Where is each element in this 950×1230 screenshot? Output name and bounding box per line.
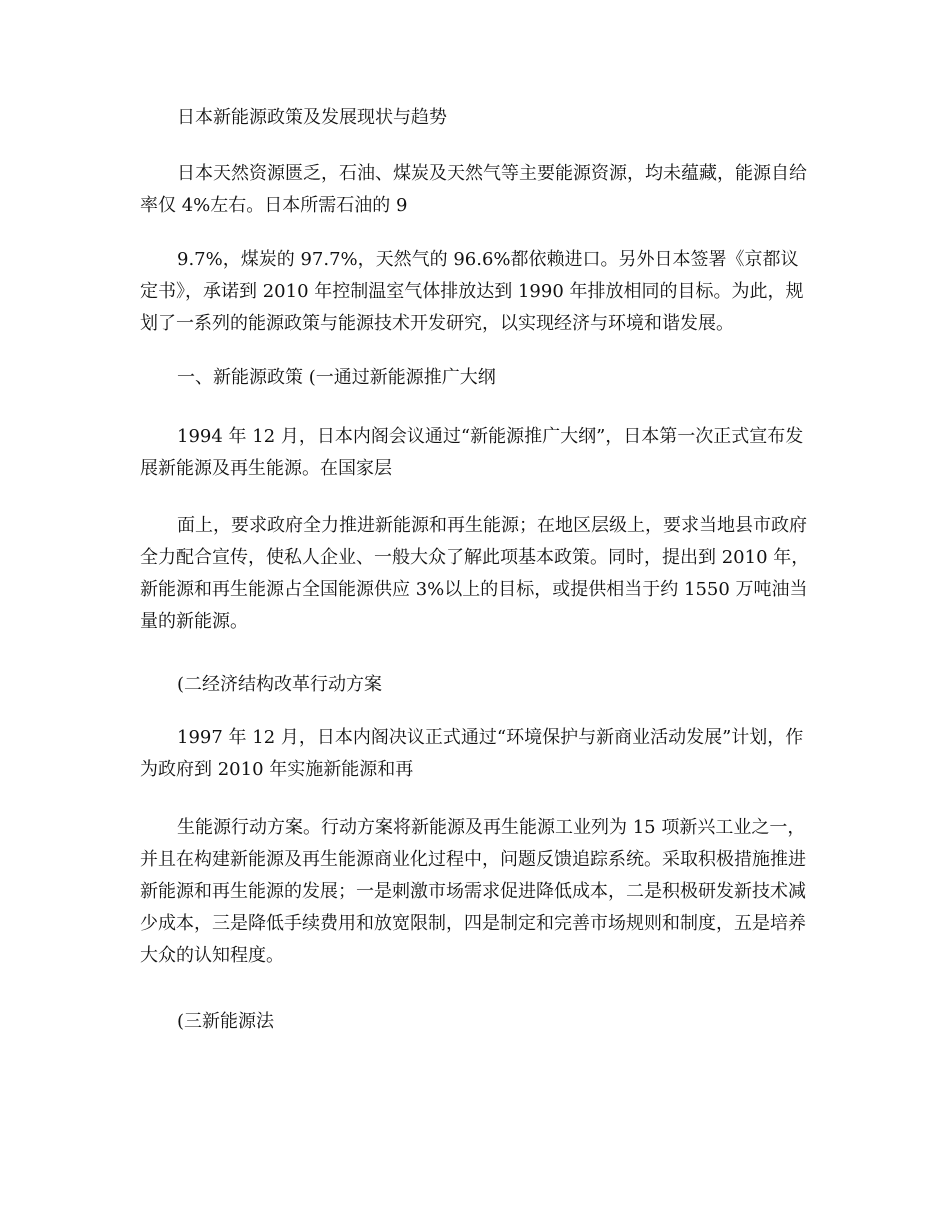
paragraph-4: 面上，要求政府全力推进新能源和再生能源；在地区层级上，要求当地县市政府全力配合宣传，使私人企业、一般大众了解此项基本政策。同时，提出到 2010 年，新能源和再生能源占全国能源供应 3%以上的目标，或提供相当于约 1550 万吨油当量的新能源。: [140, 515, 810, 632]
section-heading-3: (三新能源法: [177, 1011, 275, 1032]
document-title: 日本新能源政策及发展现状与趋势: [177, 107, 447, 128]
paragraph-6: 生能源行动方案。行动方案将新能源及再生能源工业列为 15 项新兴工业之一，并且在构建新能源及再生能源商业化过程中，问题反馈追踪系统。采取积极措施推进新能源和再生能源的发展；一是刺激市场需求促进降低成本，二是积极研发新技术减少成本，三是降低手续费用和放宽限制，四是制定和完善市场规则和制度，五是培养大众的认知程度。: [140, 817, 806, 966]
paragraph-3: 1994 年 12 月，日本内阁会议通过“新能源推广大纲”，日本第一次正式宣布发展新能源及再生能源。在国家层: [140, 426, 804, 479]
paragraph-1: 日本天然资源匮乏，石油、煤炭及天然气等主要能源资源，均未蕴藏，能源自给率仅 4%左右。日本所需石油的 9: [140, 163, 807, 216]
section-heading-1: 一、新能源政策 (一通过新能源推广大纲: [177, 367, 496, 388]
section-heading-2: (二经济结构改革行动方案: [177, 674, 383, 695]
paragraph-5: 1997 年 12 月，日本内阁决议正式通过“环境保护与新商业活动发展”计划，作为政府到 2010 年实施新能源和再: [140, 727, 804, 780]
paragraph-2: 9.7%，煤炭的 97.7%，天然气的 96.6%都依赖进口。另外日本签署《京都议定书》，承诺到 2010 年控制温室气体排放达到 1990 年排放相同的目标。为此，规划了一系列的能源政策与能源技术开发研究，以实现经济与环境和谐发展。: [140, 249, 804, 334]
